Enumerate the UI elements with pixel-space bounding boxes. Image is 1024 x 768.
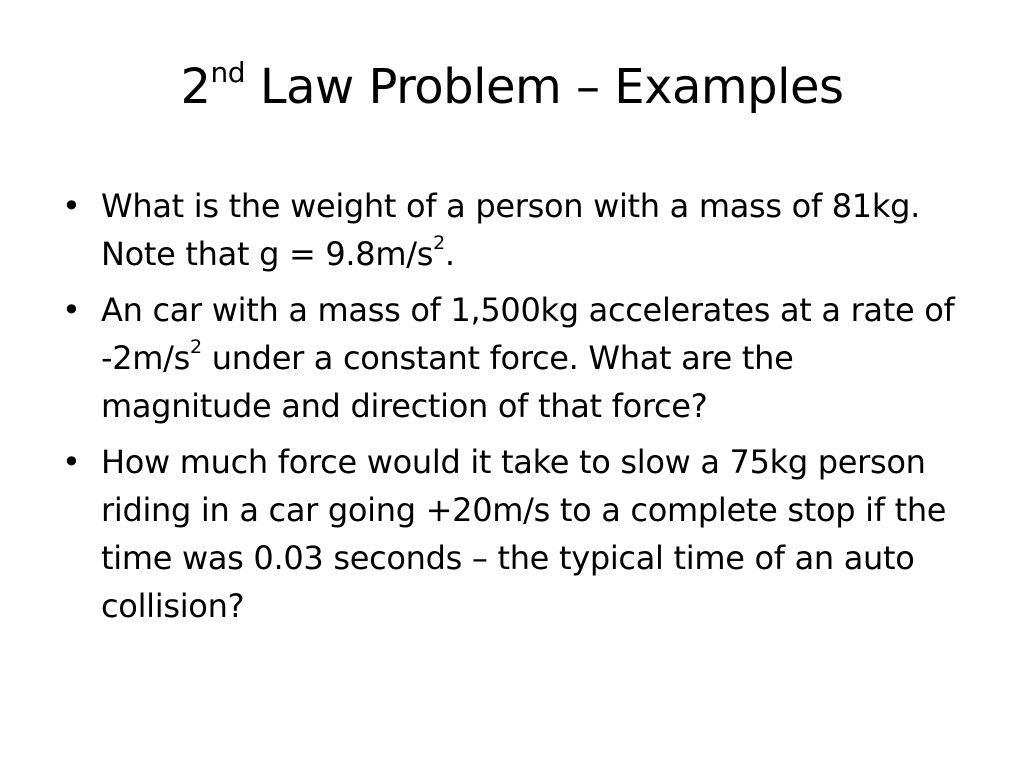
bullet-item bbox=[60, 438, 970, 630]
bullet-text bbox=[101, 443, 946, 625]
bullet-list bbox=[60, 182, 970, 638]
bullet-superscript: 2 bbox=[190, 336, 202, 359]
bullet-item bbox=[60, 286, 970, 430]
bullet-dot-icon: • bbox=[62, 291, 81, 329]
bullet-text-part: . bbox=[444, 235, 455, 273]
bullet-text bbox=[101, 187, 920, 273]
bullet-text-part: An car with a mass of 1,500kg accelerates at a rate of -2m/s bbox=[101, 291, 955, 377]
title-rest: Law Problem – Examples bbox=[245, 59, 844, 115]
title-superscript: nd bbox=[210, 56, 246, 89]
bullet-text bbox=[101, 291, 955, 425]
bullet-text-part: How much force would it take to slow a 75kg person riding in a car going +20m/s to a complete stop if the time was 0.03 seconds – the typical time of an auto collision? bbox=[101, 443, 947, 625]
slide-title bbox=[0, 56, 1024, 115]
bullet-dot-icon: • bbox=[62, 187, 81, 225]
bullet-text-part: under a constant force. What are the magnitude and direction of that force? bbox=[101, 339, 794, 425]
bullet-superscript: 2 bbox=[433, 232, 445, 255]
bullet-item bbox=[60, 182, 970, 278]
bullet-text-part: What is the weight of a person with a mass of 81kg. Note that g = 9.8m/s bbox=[101, 187, 920, 273]
title-prefix: 2 bbox=[180, 59, 211, 115]
bullet-dot-icon: • bbox=[62, 443, 81, 481]
